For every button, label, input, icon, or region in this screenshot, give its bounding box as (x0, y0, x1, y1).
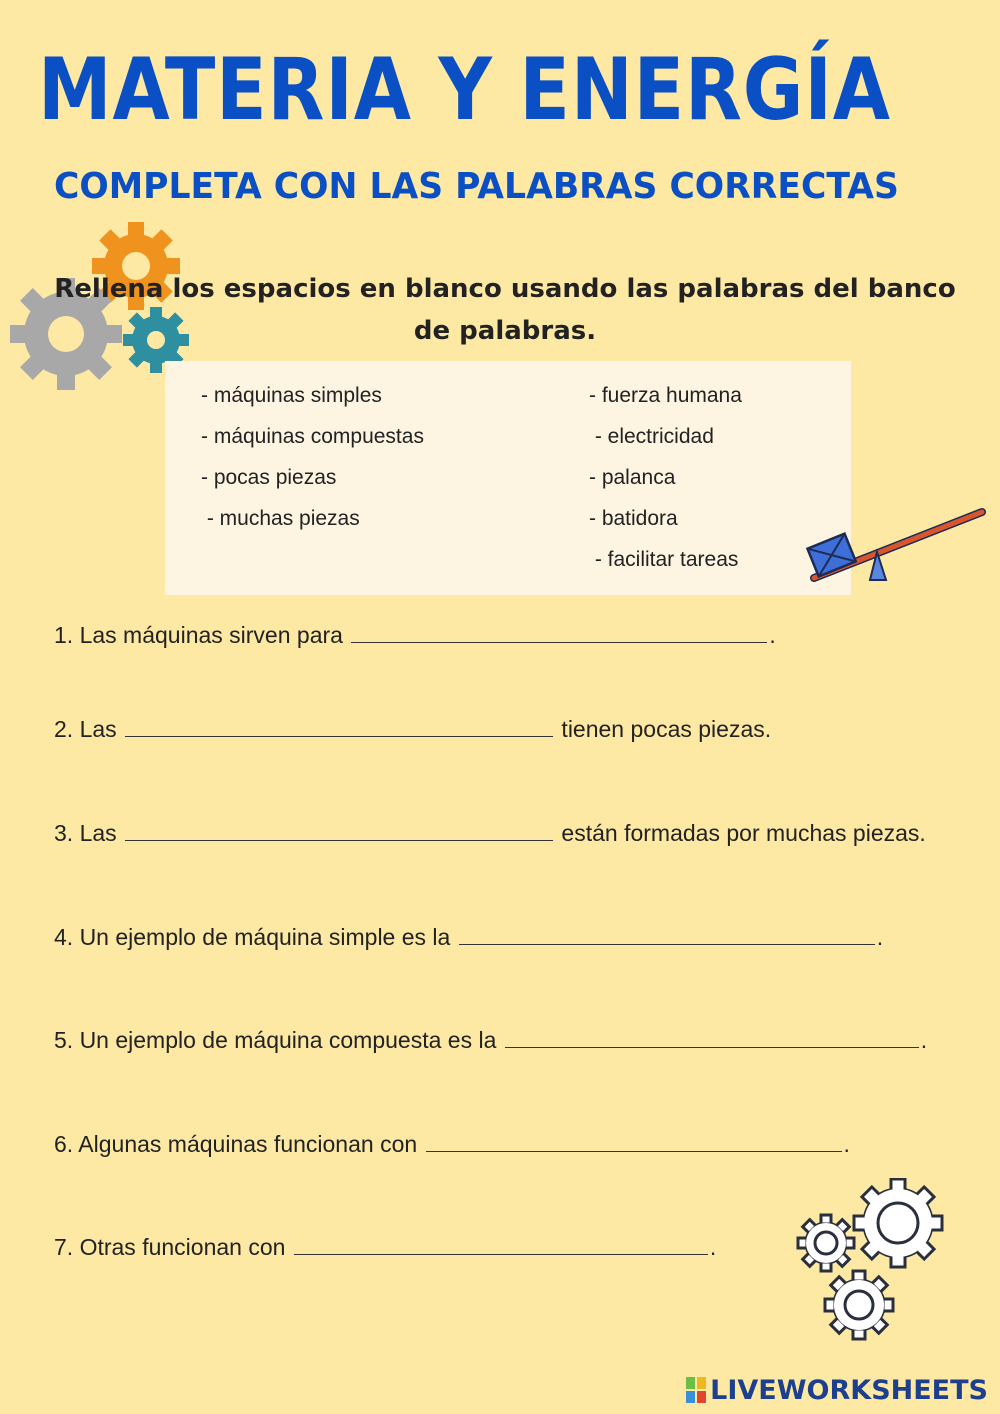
question-text: . (769, 622, 776, 648)
answer-blank-6[interactable] (426, 1129, 842, 1152)
logo-text: LIVEWORKSHEETS (710, 1374, 988, 1406)
question-5 (54, 1025, 927, 1054)
question-6 (54, 1129, 850, 1158)
word-bank-item: - muchas piezas (201, 507, 360, 530)
question-text: tienen pocas piezas. (555, 716, 772, 742)
answer-blank-4[interactable] (459, 922, 875, 945)
question-text: 1. Las máquinas sirven para (54, 622, 350, 648)
question-1 (54, 620, 776, 649)
question-text: . (843, 1131, 850, 1157)
question-text: 5. Un ejemplo de máquina compuesta es la (54, 1027, 503, 1053)
answer-blank-3[interactable] (125, 818, 553, 841)
instructions-text: Rellena los espacios en blanco usando las palabras del banco de palabras. (54, 274, 956, 346)
word-bank (165, 361, 851, 595)
answer-blank-2[interactable] (125, 714, 553, 737)
question-2 (54, 714, 771, 743)
question-3 (54, 818, 926, 847)
word-bank-item: - máquinas compuestas (201, 425, 424, 448)
liveworksheets-logo-icon (686, 1377, 706, 1403)
seesaw-lever-icon (800, 500, 995, 595)
question-text: 4. Un ejemplo de máquina simple es la (54, 924, 457, 950)
page-title: MATERIA Y ENERGÍA (38, 40, 891, 140)
word-bank-item: - pocas piezas (201, 466, 337, 489)
question-text: . (920, 1027, 928, 1053)
question-7 (54, 1232, 716, 1261)
question-text: . (709, 1234, 717, 1260)
question-text: 6. Algunas máquinas funcionan con (54, 1131, 424, 1157)
word-bank-item: - fuerza humana (589, 384, 742, 407)
word-bank-item: - batidora (589, 507, 678, 530)
word-bank-item: - máquinas simples (201, 384, 382, 407)
page-subtitle: COMPLETA CON LAS PALABRAS CORRECTAS (54, 166, 899, 207)
question-text: están formadas por muchas piezas. (555, 820, 926, 846)
answer-blank-5[interactable] (505, 1025, 919, 1048)
question-text: 7. Otras funcionan con (54, 1234, 292, 1260)
word-bank-item: - palanca (589, 466, 676, 489)
gears-outline-icon (795, 1178, 945, 1343)
word-bank-item: - electricidad (589, 425, 714, 448)
answer-blank-7[interactable] (294, 1232, 708, 1255)
question-text: 3. Las (54, 820, 124, 846)
question-text: . (876, 924, 884, 950)
word-bank-item: - facilitar tareas (589, 548, 739, 571)
question-text: 2. Las (54, 716, 124, 742)
question-4 (54, 922, 883, 951)
answer-blank-1[interactable] (351, 620, 767, 643)
liveworksheets-logo[interactable] (686, 1372, 988, 1408)
